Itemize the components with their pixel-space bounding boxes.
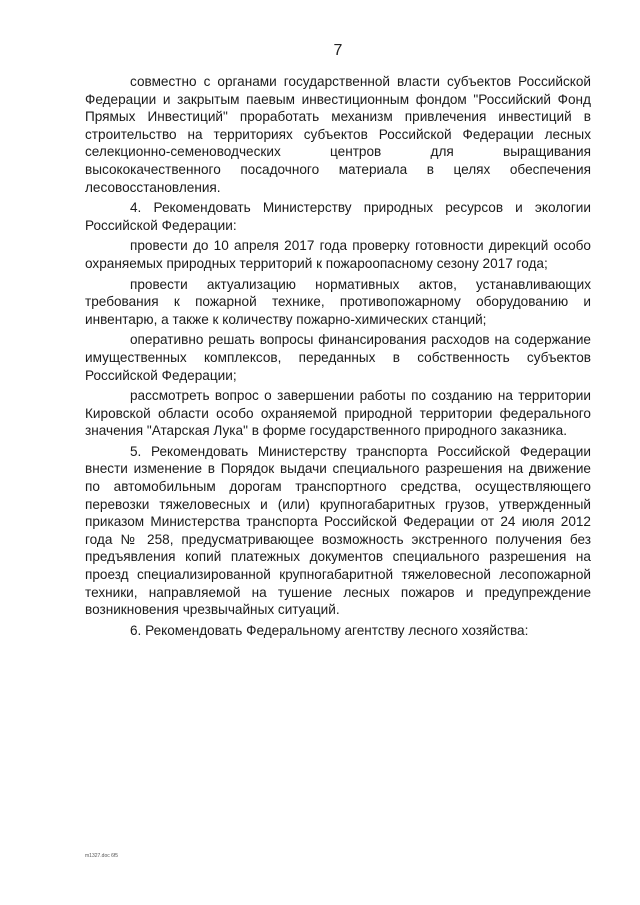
paragraph-subitem: провести до 10 апреля 2017 года проверку готовности дирекций особо охраняемых природных территорий к пожароопасному сезону 2017 года; xyxy=(85,238,591,271)
document-body xyxy=(85,73,591,642)
paragraph-subitem: провести актуализацию нормативных актов, устанавливающих требования к пожарной технике, противопожарному оборудованию и инвентарю, а также к количеству пожарно-химических станций; xyxy=(85,276,591,327)
footer-file-code: m1327.doc 6f5 xyxy=(85,853,119,859)
paragraph-item-6: 6. Рекомендовать Федеральному агентству лесного хозяйства: xyxy=(130,622,529,638)
paragraph-subitem: оперативно решать вопросы финансирования расходов на содержание имущественных комплексов, переданных в собственность субъектов Российской Федерации; xyxy=(85,332,591,383)
paragraph-item-5: 5. Рекомендовать Министерству транспорта Российской Федерации внести изменение в Порядок выдачи специального разрешения на движение по автомобильным дорогам транспортного средства, осуществляющего перевозки тяжеловесных и (или) крупногабаритных грузов, утвержденный приказом Министерства транспорта Российской Федерации от 24 июля 2012 года № 258, предусматривающее возможность экстренного получения без предъявления копий платежных документов специального разрешения на проезд специализированной крупногабаритной тяжеловесной лесопожарной техники, направляемой на тушение лесных пожаров и предупреждение возникновения чрезвычайных ситуаций. xyxy=(85,443,591,618)
paragraph-continuation: совместно с органами государственной власти субъектов Российской Федерации и закрытым паевым инвестиционным фондом "Российский Фонд Прямых Инвестиций" проработать механизм привлечения инвестиций в строительство на территориях субъектов Российской Федерации лесных селекционно-семеноводческих центров для выращивания высококачественного посадочного материала в целях обеспечения лесовосстановления. xyxy=(85,74,591,195)
paragraph-item-4: 4. Рекомендовать Министерству природных ресурсов и экологии Российской Федерации: xyxy=(85,200,591,233)
page-number: 7 xyxy=(333,42,343,59)
paragraph-subitem: рассмотреть вопрос о завершении работы по созданию на территории Кировской области особо охраняемой природной территории федерального значения "Атарская Лука" в форме государственного природного заказника. xyxy=(85,388,591,439)
